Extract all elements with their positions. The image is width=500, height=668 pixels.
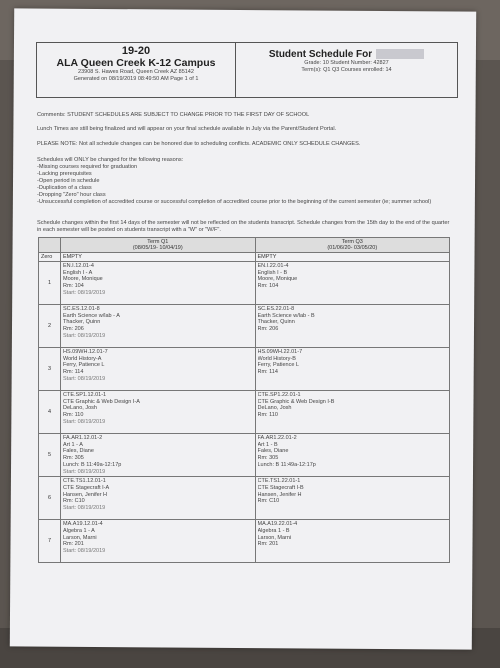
grade-line: Grade: 10 Student Number: 42827 [304, 60, 389, 66]
course-line: Art 1 - B [257, 441, 278, 448]
redacted-name [376, 49, 424, 59]
school-year: 19-20 [121, 45, 151, 57]
term-q3-dates: (01/06/20- 03/05/20) [327, 245, 378, 251]
course-line: HS.09WH.12.01-7 [63, 349, 108, 355]
period-rows [39, 262, 450, 563]
course-line: DeLano, Josh [257, 405, 292, 412]
reason-item: -Missing courses required for graduation [37, 164, 138, 170]
course-line: Moore, Monique [63, 276, 103, 283]
course-line: FA.AR1.12.01-2 [63, 435, 103, 441]
course-line: Start: 08/19/2019 [63, 548, 106, 555]
schedule-title [236, 49, 457, 60]
course-cell-q3 [255, 434, 450, 477]
course-line: Lunch: B 11:49a-12:17p [63, 461, 122, 468]
term-q1-header [61, 238, 256, 253]
changes-note: Schedule changes within the first 14 days of the semester will not be reflected on the students transcript. Schedule changes from the 15th day to the end of the quarter in each semester will be posted on students transcript with a "W" or "W/F". [37, 220, 450, 233]
zero-q1-cell: EMPTY [61, 253, 256, 262]
course-line: Rm: 206 [63, 326, 84, 333]
reason-item: -Unsuccessful completion of accredited course or successful completion of accredited course prior to the beginning of the current semester (ie; summer school) [37, 199, 432, 205]
course-cell-q1 [61, 348, 256, 391]
reasons-block [37, 157, 455, 206]
schedule-header [36, 42, 458, 98]
course-line: Lunch: B 11:49a-12:17p [257, 461, 316, 468]
course-cell-q3 [255, 305, 450, 348]
term-q1-title: Term Q1 [147, 239, 169, 245]
course-line: Larson, Marni [257, 534, 292, 541]
course-line: Hansen, Jenifer H [63, 491, 108, 498]
schedule-title-text: Student Schedule For [268, 49, 373, 60]
course-line: English I - A [63, 269, 93, 276]
course-line: EN.I.22.01-4 [257, 263, 289, 269]
course-line: Start: 08/19/2019 [63, 332, 106, 339]
course-line: CTE Graphic & Web Design I-A [63, 398, 140, 405]
course-line: Thacker, Quinn [63, 319, 101, 326]
period-number: 5 [39, 434, 61, 477]
course-line: HS.09WH.22.01-7 [257, 349, 303, 355]
course-line: Art 1 - A [63, 441, 83, 448]
reason-item: -Open period in schedule [37, 178, 100, 184]
course-line: CTE.SP1.12.01-1 [63, 392, 107, 398]
campus-name: ALA Queen Creek K-12 Campus [56, 57, 216, 69]
course-line: Rm: 305 [63, 455, 84, 462]
period-number: 7 [39, 520, 61, 563]
course-line: Earth Science w/lab - B [257, 312, 315, 319]
period-row [39, 434, 450, 477]
course-line: Rm: 110 [63, 412, 84, 419]
course-cell-q1 [61, 434, 256, 477]
course-line: DeLano, Josh [63, 405, 97, 412]
course-line: Start: 08/19/2019 [63, 505, 106, 512]
period-row [39, 305, 450, 348]
course-cell-q3 [255, 262, 450, 305]
course-cell-q3 [255, 348, 450, 391]
course-line: Rm: 114 [257, 369, 278, 376]
period-row [39, 348, 450, 391]
course-line: Algebra 1 - A [63, 527, 95, 534]
campus-address: 23908 S. Hawes Road, Queen Creek AZ 85142 [78, 69, 194, 75]
course-line: Ferry, Patience L [257, 362, 299, 369]
course-line: Start: 08/19/2019 [63, 418, 106, 425]
course-line: Earth Science w/lab - A [63, 312, 120, 319]
course-line: Rm: C10 [63, 498, 85, 505]
zero-period-row [39, 253, 450, 262]
course-line: Rm: 104 [257, 283, 279, 290]
course-line: Fales, Diane [257, 448, 289, 455]
term-header-row [39, 238, 450, 253]
course-cell-q1 [61, 391, 256, 434]
course-line: CTE Stagecraft I-A [63, 484, 110, 491]
reasons-title: Schedules will ONLY be changed for the following reasons: [37, 157, 184, 163]
course-line: Rm: 201 [257, 541, 279, 548]
course-cell-q3 [255, 391, 450, 434]
course-line: Start: 08/19/2019 [63, 375, 106, 382]
course-line: CTE.TS1.12.01-1 [63, 478, 106, 485]
course-line: Start: 08/19/2019 [63, 468, 106, 475]
course-line: CTE.TS1.22.01-1 [257, 478, 301, 485]
course-line: Rm: 110 [257, 412, 278, 419]
reason-item: -Dropping "Zero" hour class [37, 192, 106, 198]
course-line: Rm: 114 [63, 369, 84, 376]
course-cell-q1 [61, 262, 256, 305]
course-line: MA.A19.22.01-4 [257, 521, 298, 528]
course-line: FA.AR1.22.01-2 [257, 435, 297, 441]
course-line: EN.I.12.01-4 [63, 263, 94, 269]
course-line: Thacker, Quinn [257, 319, 295, 326]
zero-label: Zero [39, 253, 61, 262]
campus-block [37, 43, 236, 97]
course-line: MA.A19.12.01-4 [63, 521, 103, 528]
course-line: CTE.SP1.22.01-1 [257, 392, 301, 398]
course-line: Fales, Diane [63, 448, 94, 455]
course-line: World History-B [257, 355, 296, 362]
reason-item: -Duplication of a class [37, 185, 92, 191]
course-cell-q3 [255, 520, 450, 563]
course-line: Rm: C10 [257, 498, 280, 505]
term-q3-title: Term Q3 [341, 239, 363, 245]
course-line: Start: 08/19/2019 [63, 289, 106, 296]
corner-cell [39, 238, 61, 253]
course-line: Moore, Monique [257, 276, 298, 283]
course-cell-q1 [61, 477, 256, 520]
course-line: World History-A [63, 355, 102, 362]
period-number: 4 [39, 391, 61, 434]
course-line: English I - B [257, 269, 288, 276]
course-cell-q1 [61, 305, 256, 348]
course-cell-q3 [255, 477, 450, 520]
generated-line: Generated on 08/19/2019 08:49:50 AM Page 1 of 1 [73, 76, 199, 82]
period-number: 3 [39, 348, 61, 391]
course-line: Rm: 305 [257, 455, 279, 462]
term-q1-dates: (08/05/19- 10/04/19) [132, 245, 183, 251]
term-q3-header [255, 238, 450, 253]
course-line: Rm: 201 [63, 541, 84, 548]
lunch-note: Lunch Times are still being finalized and will appear on your final schedule available in July via the Parent/Student Portal. [37, 126, 337, 132]
course-line: CTE Stagecraft I-B [257, 484, 304, 491]
course-line: CTE Graphic & Web Design I-B [257, 398, 335, 405]
student-block [236, 43, 457, 97]
course-line: Rm: 104 [63, 283, 84, 290]
course-line: SC.ES.22.01-8 [257, 306, 295, 312]
period-row [39, 520, 450, 563]
course-line: Hansen, Jenifer H [257, 491, 302, 498]
period-number: 1 [39, 262, 61, 305]
terms-line: Term(s): Q1 Q3 Courses enrolled: 14 [301, 67, 392, 73]
reason-item: -Lacking prerequisites [37, 171, 92, 177]
course-line: Algebra 1 - B [257, 527, 290, 534]
period-number: 2 [39, 305, 61, 348]
zero-q3-cell: EMPTY [255, 253, 450, 262]
course-line: SC.ES.12.01-8 [63, 306, 100, 312]
course-line: Larson, Marni [63, 534, 97, 541]
period-row [39, 262, 450, 305]
course-cell-q1 [61, 520, 256, 563]
period-row [39, 391, 450, 434]
please-note: PLEASE NOTE: Not all schedule changes can be honored due to scheduling conflicts. ACADEMIC ONLY SCHEDULE CHANGES. [37, 141, 361, 147]
comments-text: Comments: STUDENT SCHEDULES ARE SUBJECT TO CHANGE PRIOR TO THE FIRST DAY OF SCHOOL [37, 112, 310, 118]
schedule-table [38, 237, 450, 563]
period-row [39, 477, 450, 520]
period-number: 6 [39, 477, 61, 520]
course-line: Ferry, Patience L [63, 362, 105, 369]
course-line: Rm: 206 [257, 326, 279, 333]
